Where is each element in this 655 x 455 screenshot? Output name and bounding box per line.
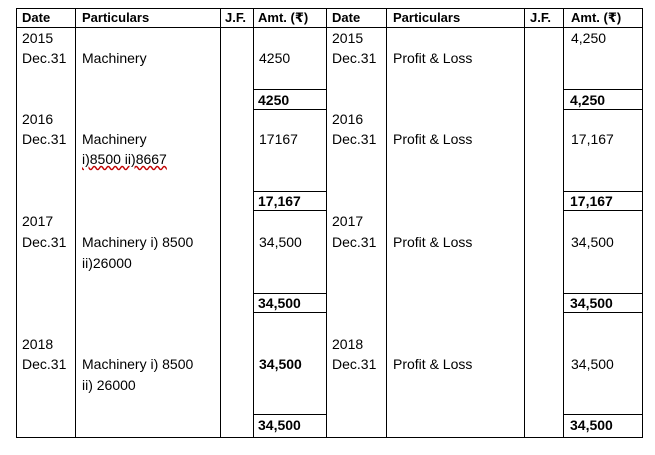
total-rule: [253, 293, 327, 294]
credit-date: Dec.31: [332, 131, 377, 147]
debit-year: 2017: [22, 213, 54, 229]
debit-total: 34,500: [258, 295, 301, 311]
header-particulars: Particulars: [393, 10, 461, 25]
total-rule: [253, 89, 327, 90]
header-jf: J.F.: [530, 10, 551, 25]
total-rule: [253, 414, 327, 415]
total-rule: [563, 89, 643, 90]
total-rule: [253, 312, 327, 313]
col-rule: [326, 8, 327, 438]
header-particulars: Particulars: [82, 10, 150, 25]
credit-total: 34,500: [570, 295, 613, 311]
debit-total: 4250: [258, 92, 290, 108]
total-rule: [563, 210, 643, 211]
debit-amount: 17167: [259, 131, 298, 147]
header-amount: Amt. (₹): [258, 10, 309, 25]
col-rule: [563, 8, 564, 438]
bottom-border: [16, 437, 642, 438]
header-jf: J.F.: [225, 10, 246, 25]
credit-year: 2018: [332, 336, 364, 352]
credit-year: 2016: [332, 111, 364, 127]
credit-particulars: Profit & Loss: [393, 356, 473, 372]
header-date: Date: [22, 10, 51, 25]
total-rule: [563, 312, 643, 313]
debit-total: 17,167: [258, 193, 301, 209]
debit-detail: i)8500 ii)8667: [82, 151, 167, 167]
credit-total: 4,250: [570, 92, 606, 108]
debit-detail: ii)26000: [82, 255, 132, 271]
credit-year: 2017: [332, 213, 364, 229]
debit-amount: 34,500: [259, 356, 302, 372]
debit-date: Dec.31: [22, 234, 67, 250]
total-rule: [563, 293, 643, 294]
credit-amount: 17,167: [571, 131, 614, 147]
col-rule: [75, 8, 76, 438]
total-rule: [563, 191, 643, 192]
top-border: [16, 8, 642, 9]
total-rule: [253, 210, 327, 211]
credit-particulars: Profit & Loss: [393, 131, 473, 147]
debit-total: 34,500: [258, 417, 301, 433]
total-rule: [563, 109, 643, 110]
debit-date: Dec.31: [22, 131, 67, 147]
credit-amount: 34,500: [571, 234, 614, 250]
col-rule: [642, 8, 643, 438]
credit-date: Dec.31: [332, 234, 377, 250]
debit-particulars: Machinery: [82, 50, 147, 66]
debit-date: Dec.31: [22, 356, 67, 372]
col-rule: [253, 8, 254, 438]
credit-particulars: Profit & Loss: [393, 234, 473, 250]
col-rule: [16, 8, 17, 438]
credit-total: 34,500: [570, 417, 613, 433]
credit-amount: 4,250: [571, 30, 607, 46]
credit-date: Dec.31: [332, 50, 377, 66]
credit-date: Dec.31: [332, 356, 377, 372]
debit-amount: 34,500: [259, 234, 302, 250]
debit-detail: ii) 26000: [82, 377, 136, 393]
debit-particulars: Machinery i) 8500: [82, 356, 194, 372]
debit-year: 2015: [22, 30, 54, 46]
credit-year: 2015: [332, 30, 364, 46]
col-rule: [220, 8, 221, 438]
credit-total: 17,167: [570, 193, 613, 209]
credit-particulars: Profit & Loss: [393, 50, 473, 66]
debit-year: 2016: [22, 111, 54, 127]
debit-year: 2018: [22, 336, 54, 352]
debit-particulars: Machinery: [82, 131, 147, 147]
total-rule: [253, 109, 327, 110]
credit-amount: 34,500: [571, 356, 614, 372]
header-amount: Amt. (₹): [571, 10, 622, 25]
debit-date: Dec.31: [22, 50, 67, 66]
header-rule: [16, 27, 642, 28]
col-rule: [386, 8, 387, 438]
header-date: Date: [332, 10, 361, 25]
total-rule: [253, 191, 327, 192]
total-rule: [563, 414, 643, 415]
debit-particulars: Machinery i) 8500: [82, 234, 194, 250]
debit-amount: 4250: [259, 50, 291, 66]
col-rule: [524, 8, 525, 438]
